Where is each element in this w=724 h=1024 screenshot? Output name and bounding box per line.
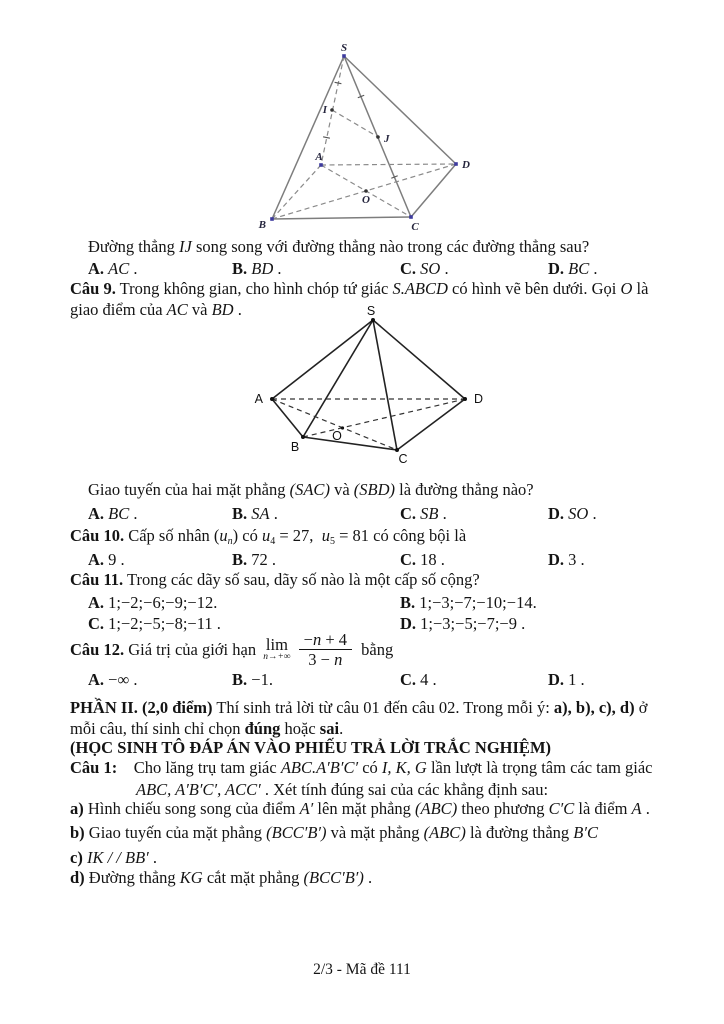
option-8c: C. SO . [400, 259, 449, 278]
fig1-labels [258, 42, 470, 233]
question-11-stem: Câu 11. Trong các dãy số sau, dãy số nào là một cấp số cộng? [70, 570, 480, 589]
option-11a: A. 1;−2;−6;−9;−12. [88, 593, 218, 612]
option-11c: C. 1;−2;−5;−8;−11 . [88, 614, 221, 633]
essay-q1-line2: ABC, A′B′C′, ACC′ . Xét tính đúng sai của các khẳng định sau: [136, 780, 549, 799]
limit-operator [263, 637, 290, 662]
fig1-label-c: C [411, 221, 419, 233]
option-9a: A. BC . [88, 504, 138, 523]
question-9-stem: Câu 9. Trong không gian, cho hình chóp tứ giác S.ABCD có hình vẽ bên dưới. Gọi O là giao điểm của AC và BD . [70, 279, 653, 319]
question-12-suffix: bằng [357, 639, 394, 659]
page-footer: 2/3 - Mã đề 111 [313, 961, 411, 978]
question-11-options [88, 592, 654, 634]
fraction-numerator: −n + 4 [299, 630, 352, 650]
option-12a: A. −∞ . [88, 670, 138, 689]
option-11b: B. 1;−3;−7;−10;−14. [400, 593, 537, 612]
essay-q1-item-a: a) Hình chiếu song song của điểm A′ lên mặt phẳng (ABC) theo phương C′C là điểm A . [70, 799, 650, 818]
fraction-denominator: 3 − n [308, 650, 343, 669]
question-10-options [88, 550, 654, 570]
fig2-solid-edges [272, 320, 465, 450]
fig2-label-b: B [290, 440, 300, 454]
question-12-prefix: Câu 12. Giá trị của giới hạn [70, 639, 261, 659]
option-9d: D. SO . [548, 504, 597, 523]
option-8d: D. BC . [548, 259, 598, 278]
part2-note: (HỌC SINH TÔ ĐÁP ÁN VÀO PHIẾU TRẢ LỜI TRẮC NGHIỆM) [70, 738, 552, 757]
option-8a: A. AC . [88, 259, 138, 278]
fig2-label-d: D [474, 392, 484, 406]
fig2-label-o: O [332, 429, 342, 443]
option-12d: D. 1 . [548, 670, 585, 689]
essay-q1-item-c: c) IK / / BB′ . [70, 848, 158, 867]
question-10-stem: Câu 10. Cấp số nhân (un) có $u_4 = 27$, $u_5 = 81$ có công bội là [70, 526, 467, 547]
question-9-options [88, 504, 654, 524]
part2-heading: PHẦN II. (2,0 điểm) Thí sinh trả lời từ câu 01 đến câu 02. Trong mỗi ý: a), b), c), d) ở mỗi câu, thí sinh chỉ chọn đúng hoặc sai. [70, 698, 652, 738]
question-12-options [88, 670, 654, 690]
fraction [299, 630, 352, 669]
question-8-text: Đường thẳng IJ song song với đường thẳng nào trong các đường thẳng sau? [88, 237, 590, 256]
essay-q1-item-d: d) Đường thẳng KG cắt mặt phẳng (BCC′B′) . [70, 868, 373, 887]
fig1-point-dots [330, 108, 380, 193]
option-9b: B. SA . [232, 504, 278, 523]
option-12c: C. 4 . [400, 670, 437, 689]
lim-symbol: lim [265, 635, 288, 654]
essay-q1-item-b: b) Giao tuyến của mặt phẳng (BCC′B′) và mặt phẳng (ABC) là đường thẳng B′C [70, 823, 598, 842]
essay-q1-line1: Câu 1: Cho lăng trụ tam giác ABC.A′B′C′ có I, K, G lần lượt là trọng tâm các tam giác [70, 758, 653, 777]
pyramid-figure-1 [253, 40, 493, 236]
fig1-label-s: S [340, 42, 348, 54]
lim-subscript: n→+∞ [263, 652, 291, 662]
fig2-label-s: S [366, 304, 376, 318]
option-10b: B. 72 . [232, 550, 277, 569]
fig1-label-j: J [384, 133, 390, 145]
fig1-label-b: B [258, 219, 266, 231]
question-8-options [88, 259, 654, 279]
option-11d: D. 1;−3;−5;−7;−9 . [400, 614, 526, 633]
fig2-dashed-edges [272, 399, 465, 450]
fig1-label-i: I [322, 104, 327, 116]
fig1-label-o: O [362, 194, 370, 206]
pyramid-figure-2 [253, 306, 485, 468]
option-10d: D. 3 . [548, 550, 585, 569]
option-12b: B. −1. [232, 670, 273, 689]
fig2-label-a: A [254, 392, 263, 406]
question-12-stem [70, 630, 393, 669]
question-9-text: Giao tuyến của hai mặt phẳng (SAC) và (SBD) là đường thẳng nào? [88, 480, 534, 499]
fig2-label-c: C [398, 452, 408, 466]
fig1-label-a: A [315, 151, 323, 163]
option-10c: C. 18 . [400, 550, 445, 569]
option-8b: B. BD . [232, 259, 282, 278]
option-10a: A. 9 . [88, 550, 125, 569]
option-9c: C. SB . [400, 504, 447, 523]
fig1-label-d: D [462, 159, 470, 171]
